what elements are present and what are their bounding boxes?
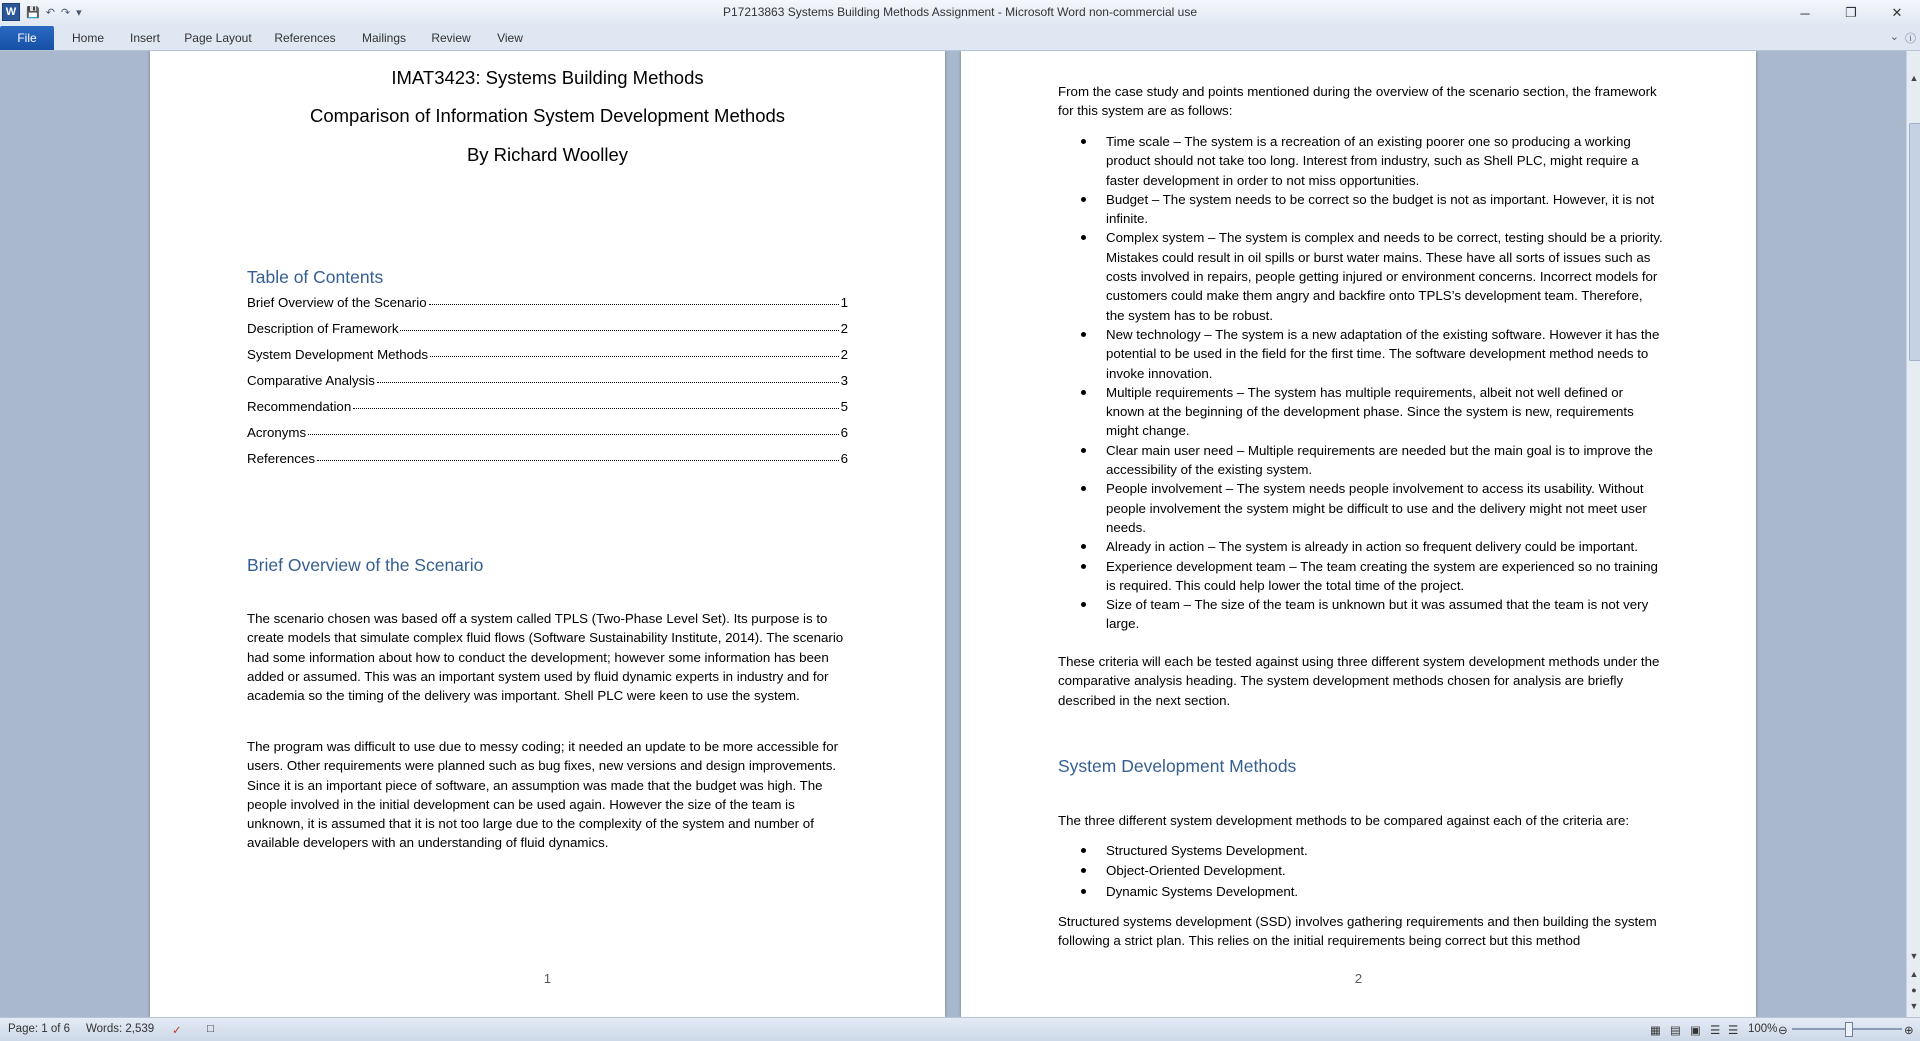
toc-heading: Table of Contents [247,267,384,287]
previous-page-icon[interactable]: ▲ [1909,969,1919,979]
criteria-summary [1058,652,1663,710]
browse-object-icon[interactable]: ● [1911,985,1917,995]
zoom-in-icon[interactable]: ⊕ [1904,1025,1914,1037]
scrollbar-thumb[interactable] [1909,123,1920,361]
undo-icon[interactable]: ↶ [45,6,55,19]
status-bar [0,1017,1920,1041]
list-item: Dynamic Systems Development. [1106,882,1663,901]
outline-icon[interactable]: ☰ [1710,1025,1721,1037]
methods-list [1106,841,1663,901]
full-screen-reading-icon[interactable]: ▤ [1670,1025,1681,1037]
toc-entry[interactable] [247,420,848,440]
toc-entry[interactable] [247,446,848,466]
criteria-list [1106,132,1663,634]
zoom-level[interactable]: 100% [1748,1023,1778,1035]
page-1 [150,51,945,1017]
section-heading-methods: System Development Methods [1058,756,1297,776]
toc-leader [429,304,839,305]
tab-review[interactable]: Review [431,31,471,45]
list-item: Size of team – The size of the team is unknown but it was assumed that the team is not very large. [1106,595,1663,634]
zoom-out-icon[interactable]: ⊖ [1778,1025,1788,1037]
word-count[interactable]: Words: 2,539 [86,1023,155,1035]
page-2 [961,51,1756,1017]
tab-home[interactable]: Home [71,31,104,45]
title-bar [0,0,1920,26]
paragraph-text: The program was difficult to use due to messy coding; it needed an update to be more accessible for users. Other requirements were planned such as bug fixes, new versions and design improvements. Since it is an important piece of software, an assumption was made that the budget was high. The people involved in the initial development can be used again. However the size of the team is unknown, it is assumed that it is not too large due to the complexity of the system and number of available developers with an understanding of fluid dynamics. [247,739,839,851]
scroll-up-icon[interactable]: ▲ [1909,73,1919,83]
tab-page-layout[interactable]: Page Layout [184,31,252,45]
overview-paragraph-2 [247,737,850,853]
toc-entry-label: Description of Framework [247,321,399,336]
toc-entry-label: References [247,451,315,466]
customize-qat-icon[interactable]: ▾ [76,6,82,19]
toc-leader [400,330,838,331]
redo-icon[interactable]: ↷ [60,6,71,19]
toc-leader [430,356,839,357]
toc-entry-page: 6 [840,425,848,440]
web-layout-icon[interactable]: ▣ [1690,1025,1701,1037]
vertical-scrollbar[interactable] [1906,51,1920,1017]
maximize-button[interactable]: ❐ [1845,5,1857,20]
print-layout-icon[interactable]: ▦ [1650,1025,1661,1037]
ribbon-right-controls [1890,30,1916,46]
toc-entry[interactable] [247,394,848,414]
list-item: Experience development team – The team creating the system are experienced so no training is required. This could help lower the total time of the project. [1106,557,1663,596]
toc-entry-label: Acronyms [247,425,307,440]
paragraph-text: The scenario chosen was based off a system called TPLS (Two-Phase Level Set). Its purpose is to create models that simulate complex fluid flows (Software Sustainability Institute, 2014). The scenario had some information about how to conduct the development; however some information has been added or assumed. This was an important system used by fluid dynamic experts in industry and for academia so the timing of the delivery was important. Shell PLC were keen to use the system. [247,611,844,704]
page-count[interactable]: Page: 1 of 6 [8,1023,71,1035]
ssd-paragraph [1058,912,1663,951]
save-icon[interactable]: 💾 [26,6,40,19]
toc-entry[interactable] [247,368,848,388]
draft-icon[interactable]: ☰ [1728,1025,1739,1037]
tab-view[interactable]: View [497,31,523,45]
tab-references[interactable]: References [274,31,336,45]
list-item: Already in action – The system is already in action so frequent delivery could be important. [1106,537,1663,556]
tab-file[interactable]: File [0,26,54,50]
expand-ribbon-icon[interactable]: ⌄ [1889,31,1899,43]
list-item: Time scale – The system is a recreation of an existing poorer one so producing a working product should not take too long. Interest from industry, such as Shell PLC, might require a faster development in order to not miss opportunities. [1106,132,1663,190]
close-button[interactable]: ✕ [1891,5,1903,20]
list-item: Object-Oriented Development. [1106,861,1663,880]
document-area [0,51,1906,1017]
toc-entry-page: 3 [840,373,848,388]
toc-entry[interactable] [247,342,848,362]
toc-entry-page: 2 [840,347,848,362]
section-heading-overview: Brief Overview of the Scenario [247,555,484,575]
toc-entry-label: Comparative Analysis [247,373,375,388]
methods-intro [1058,811,1663,830]
minimize-button[interactable]: ─ [1800,5,1810,21]
list-item: Clear main user need – Multiple requirements are needed but the main goal is to improve the accessibility of the existing system. [1106,441,1663,480]
next-page-icon[interactable]: ▼ [1909,1001,1919,1011]
paragraph-text: These criteria will each be tested against using three different system development methods under the comparative analysis heading. The system development methods chosen for analysis are briefly described in the next section. [1058,654,1660,708]
toc-leader [353,408,838,409]
toc-leader [317,460,839,461]
window-controls [1782,0,1920,26]
macro-record-icon[interactable]: □ [207,1023,214,1035]
toc-leader [308,434,838,435]
paragraph-text: The three different system development methods to be compared against each of the criteria are: [1058,813,1630,828]
zoom-slider-thumb[interactable] [1845,1022,1853,1037]
word-app-icon[interactable]: W [2,3,20,21]
list-item: New technology – The system is a new adaptation of the existing software. However it has the potential to be used in the field for the first time. The software development method needs to invoke innovation. [1106,325,1663,383]
page-number: 1 [543,971,552,986]
paragraph-text: Structured systems development (SSD) involves gathering requirements and then building the system following a strict plan. This relies on the initial requirements being correct but this method [1058,914,1657,949]
list-item: Multiple requirements – The system has multiple requirements, albeit not well defined or known at the beginning of the development phase. Since the system is new, requirements might change. [1106,383,1663,441]
toc-entry-label: Brief Overview of the Scenario [247,295,427,310]
toc-entry-page: 1 [840,295,848,310]
tab-mailings[interactable]: Mailings [361,31,406,45]
help-icon[interactable]: ⓘ [1905,33,1916,45]
ribbon-tabs [0,26,1920,51]
list-item: Structured Systems Development. [1106,841,1663,860]
proofing-icon[interactable]: ✓ [172,1025,182,1037]
list-item: Complex system – The system is complex and needs to be correct, testing should be a priority. Mistakes could result in oil spills or burst water mains. These have all sorts of issues such as costs involved in repairs, people getting injured or environment concerns. Incorrect models for customers could make them angry and backfire onto TPLS’s development team. Therefore, the system has to be robust. [1106,228,1663,324]
toc-entry[interactable] [247,290,848,310]
document-author: By Richard Woolley [466,144,629,165]
page-number: 2 [1354,971,1363,986]
document-subtitle: Comparison of Information System Development Methods [309,105,786,126]
paragraph-text: From the case study and points mentioned during the overview of the scenario section, the framework for this system are as follows: [1058,84,1657,119]
window-title: P17213863 Systems Building Methods Assignment - Microsoft Word non-commercial use [723,5,1197,19]
tab-insert[interactable]: Insert [129,31,160,45]
list-item: Budget – The system needs to be correct so the budget is not as important. However, it is not infinite. [1106,190,1663,229]
toc-entry-page: 2 [840,321,848,336]
toc-entry-page: 5 [840,399,848,414]
toc-entry[interactable] [247,316,848,336]
list-item: People involvement – The system needs people involvement to access its usability. Without people involvement the system might be difficult to use and the delivery might not meet user needs. [1106,479,1663,537]
framework-intro [1058,82,1663,121]
toc-entry-page: 6 [840,451,848,466]
document-title: IMAT3423: Systems Building Methods [391,67,704,88]
toc-entry-label: System Development Methods [247,347,429,362]
toc-leader [377,382,839,383]
toc-entry-label: Recommendation [247,399,352,414]
overview-paragraph-1 [247,609,850,705]
scroll-down-icon[interactable]: ▼ [1909,951,1919,961]
